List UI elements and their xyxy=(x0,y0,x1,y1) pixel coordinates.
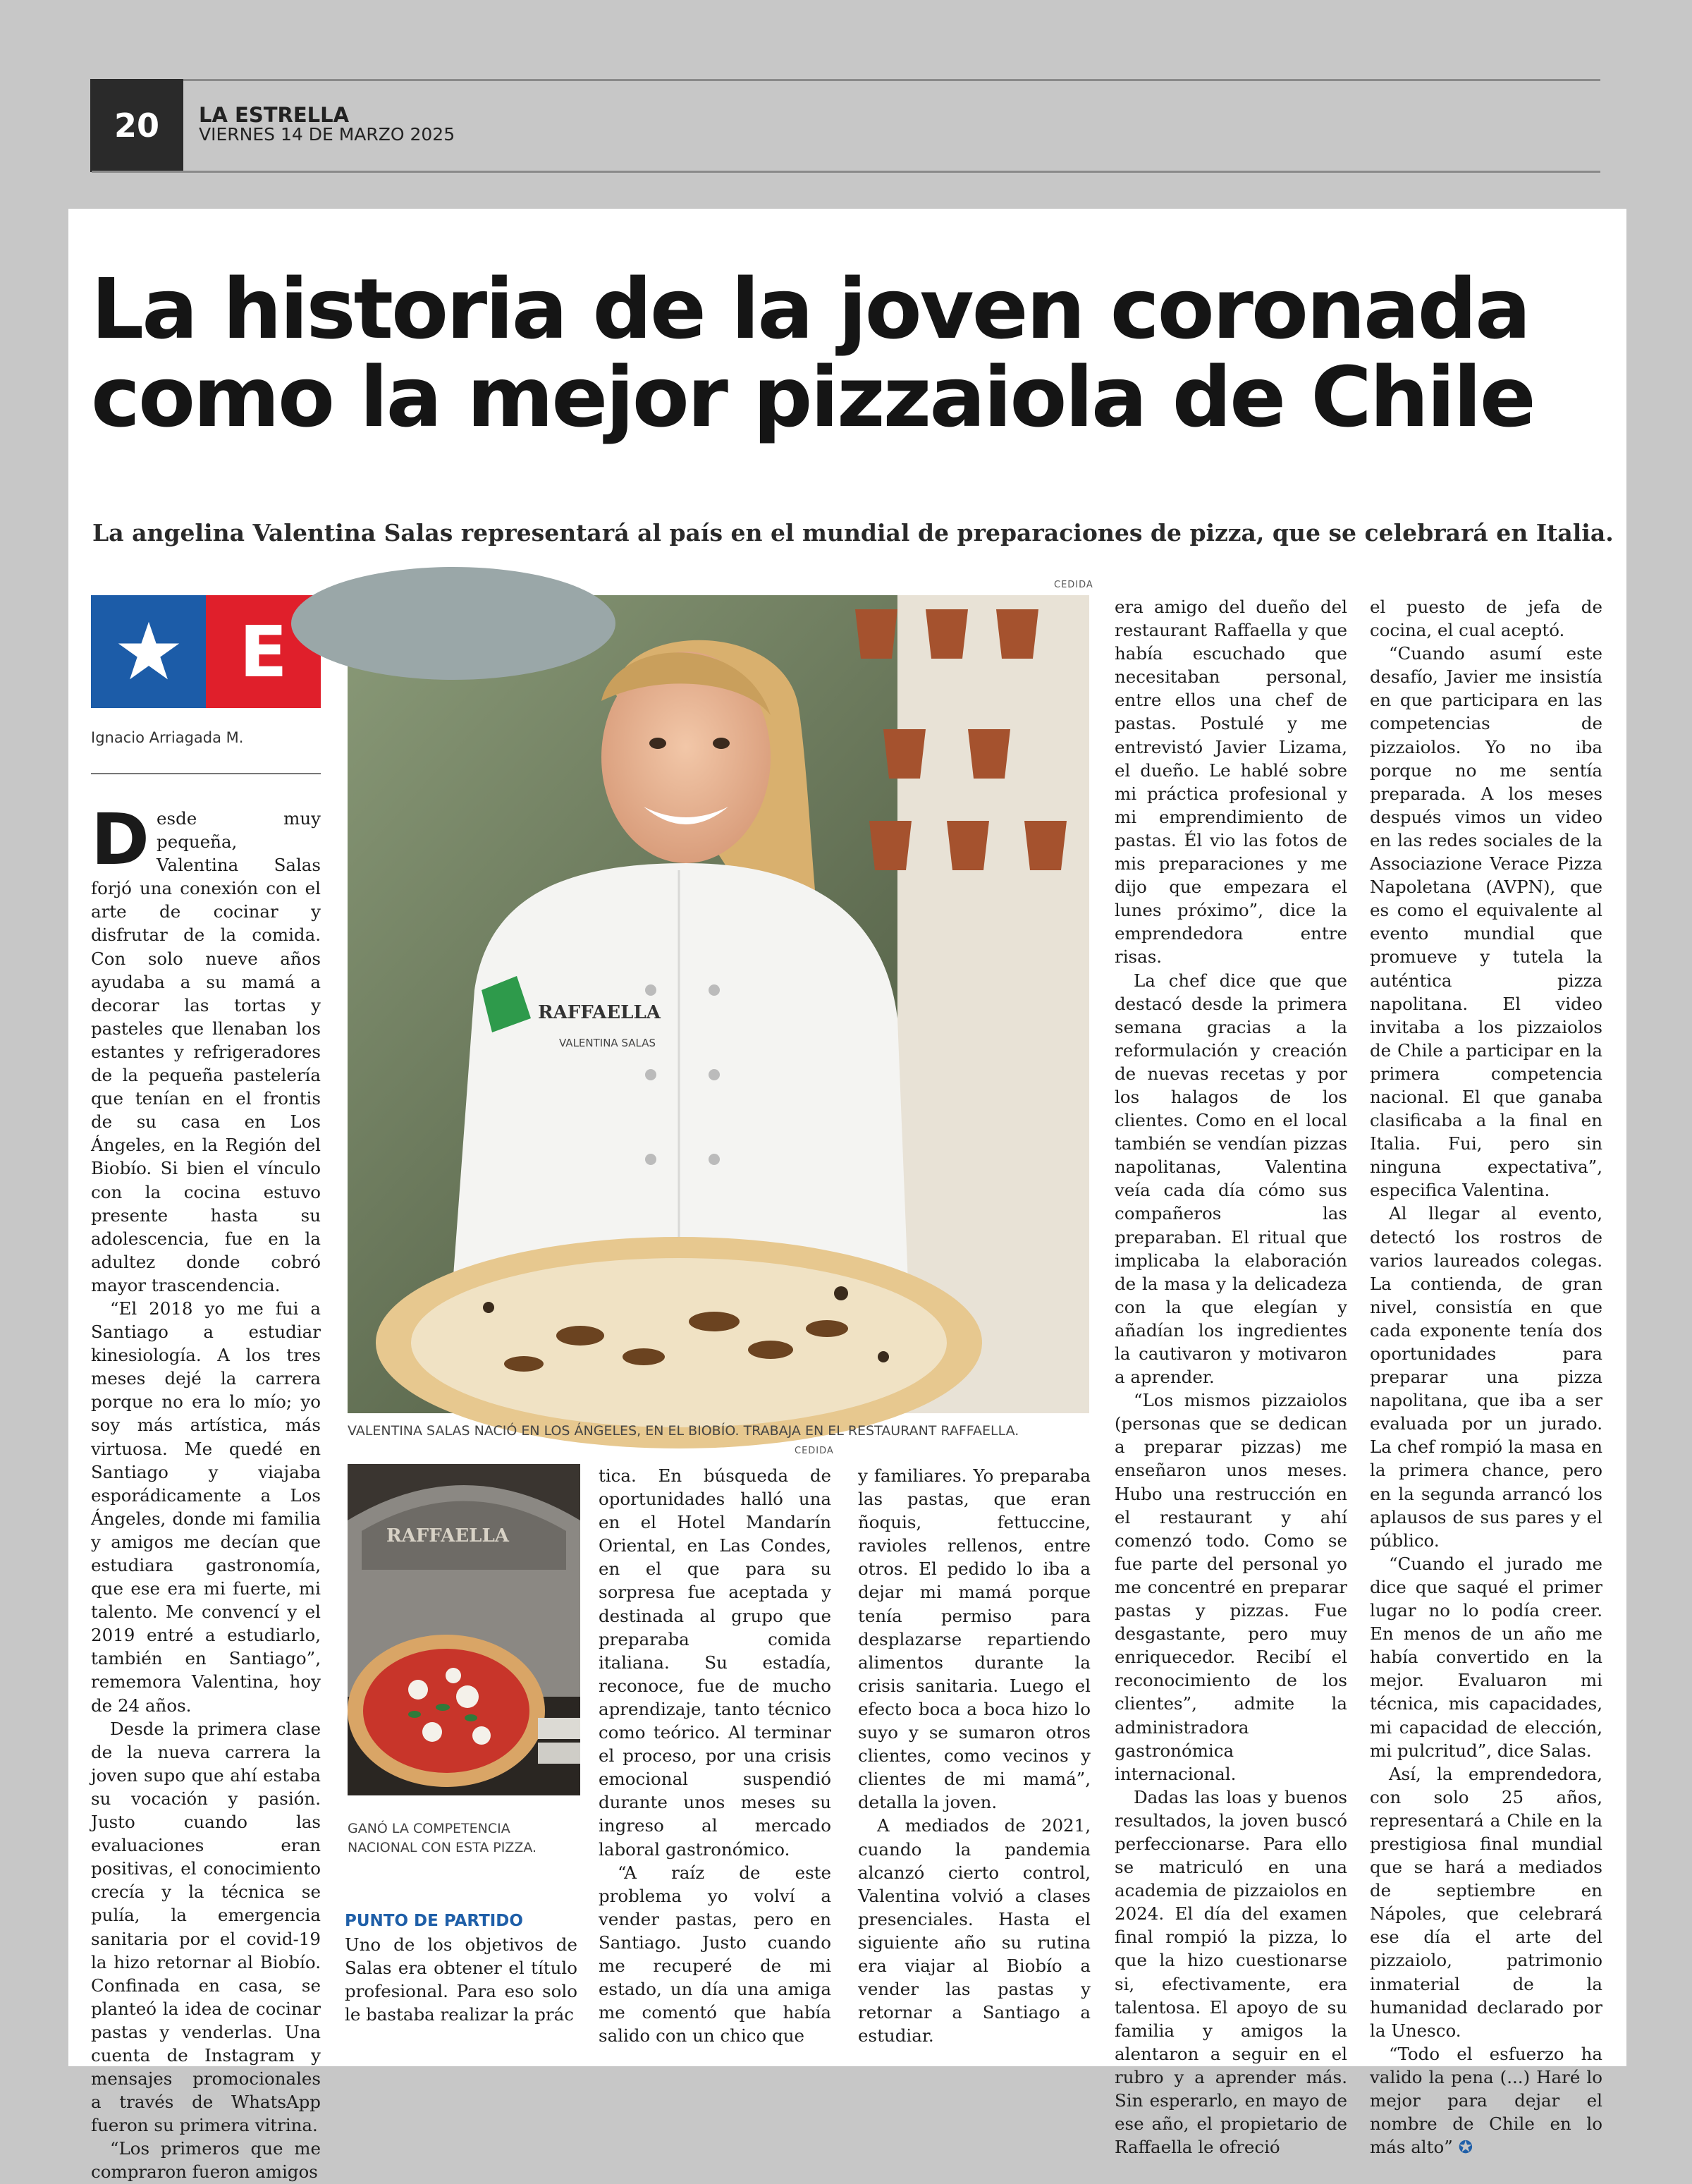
column-4 xyxy=(1370,595,1602,2159)
photo-credit-small: CEDIDA xyxy=(795,1446,834,1456)
paragraph: “Los mismos pizzaiolos (personas que se dedican a preparar pizzas) me enseñaron unos meses. Hubo una restrucción en el restaurant y ahí comenzó todo. Como se fue parte del personal yo me concentré en preparar pastas y pizzas. Fue desgastante, pero muy enriquecedor. Recibí el reconocimiento de los clientes”, admite la administradora gastronómica internacional. xyxy=(1115,1390,1347,1784)
subhead: PUNTO DE PARTIDO xyxy=(345,1912,523,1930)
logo-blue-block xyxy=(91,595,206,708)
paragraph xyxy=(91,798,321,1297)
column-2c xyxy=(858,1464,1091,2047)
paragraph: “Cuando asumí este desafío, Javier me insistía en que participara en las competencias de pizzaiolos. Yo no iba porque no me sentía preparada. A los meses después vimos un video en las redes sociales de la Associazione Verace Pizza Napoletana (AVPN), que es como el equivalente al evento mundial que promueve y tutela la auténtica pizza napolitana. El video invitaba a los pizzaiolos de Chile a participar en la primera competencia nacional. El que ganaba clasificaba a la final en Italia. Fui, pero sin ninguna expectativa”, especifica Valentina. xyxy=(1370,643,1602,1201)
paragraph: “Cuando el jurado me dice que saqué el primer lugar no lo podía creer. En menos de un año me había convertido en la mejor. Evaluaron mi técnica, mis capacidades, mi capacidad de elección, mi pulcritud”, dice Salas. xyxy=(1370,1553,1602,1761)
paragraph: y familiares. Yo preparaba las pastas, que eran ñoquis, fettuccine, ravioles rellenos, entre otros. El pedido lo iba a dejar mi mamá porque tenía permiso para desplazarse repartiendo alimentos durante la crisis sanitaria. Luego el efecto boca a boca hizo lo suyo y se sumaron otros clientes, como vecinos y clientes de mi mamá”, detalla la joven. xyxy=(858,1465,1091,1813)
column-1 xyxy=(91,798,321,2184)
pizza-oven-illustration xyxy=(348,1464,580,1795)
paragraph: Al llegar al evento, detectó los rostros de varios laureados colegas. La contienda, de gran nivel, consistía en que cada exponente tenía dos oportunidades para preparar una pizza napolitana, que iba a ser evaluada por un jurado. La chef rompió la masa en la primera chance, pero en la segunda arrancó los aplausos de sus pares y el público. xyxy=(1370,1203,1602,1551)
end-mark-icon: ✪ xyxy=(1458,2137,1473,2158)
paragraph: La chef dice que que destacó desde la primera semana gracias a la reformulación y creación de nuevas recetas y por los halagos de los clientes. Como en el local también se vendían pizzas napolitanas, Valentina veía cada día cómo sus compañeros las preparaban. El ritual que implicaba la elaboración de la masa y la delicadeza con la que elegían y añadían los ingredientes la cautivaron y motivaron a aprender. xyxy=(1115,970,1347,1388)
oven-sign: RAFFAELLA xyxy=(386,1525,509,1547)
dropcap: D xyxy=(91,798,150,881)
paragraph: Dadas las loas y buenos resultados, la joven buscó perfeccionarse. Para ello se matriculó en una academia de pizzaiolos en 2024. El día del examen final rompió la pizza, lo que la hizo cuestionarse si, efectivamente, era talentosa. El apoyo de su familia y amigos la alentaron a seguir en el rubro y a aprender más. Sin esperarlo, en mayo de ese año, el propietario de Raffaella le ofreció xyxy=(1115,1786,1347,2158)
masthead xyxy=(199,104,455,145)
newspaper-page xyxy=(68,209,1626,2183)
main-photo xyxy=(348,595,1089,1413)
star-icon xyxy=(115,618,183,685)
paragraph-text: “Todo el esfuerzo ha valido la pena (...) Haré lo mejor para dejar el nombre de Chile en lo más alto” xyxy=(1370,2043,1602,2158)
paragraph: “Los primeros que me compraron fueron amigos xyxy=(91,2138,321,2183)
jacket-name: VALENTINA SALAS xyxy=(559,1037,656,1049)
byline: Ignacio Arriagada M. xyxy=(91,729,244,746)
paragraph: el puesto de jefa de cocina, el cual aceptó. xyxy=(1370,597,1602,641)
paragraph: “El 2018 yo me fui a Santiago a estudiar kinesiología. A los tres meses dejé la carrera porque no era lo mío; yo soy más artística, más virtuosa. Me quedé en Santiago y viajaba esporádicamente a Los Ángeles, donde mi familia y amigos me decían que estudiara gastronomía, que ese era mi fuerte, mi talento. Me convencí y el 2019 entré a estudiarlo, también en Santiago”, rememora Valentina, hoy de 24 años. xyxy=(91,1298,321,1716)
paragraph: A mediados de 2021, cuando la pandemia alcanzó cierto control, Valentina volvió a clases presenciales. Hasta el siguiente año su rutina era viajar al Biobío a vender las pastas y retornar a Santiago a estudiar. xyxy=(858,1815,1091,2046)
publication-name: LA ESTRELLA xyxy=(199,103,350,127)
chef-portrait-illustration xyxy=(348,595,1089,1413)
column-3 xyxy=(1115,595,1347,2159)
publication-date: VIERNES 14 DE MARZO 2025 xyxy=(199,124,455,145)
deck: La angelina Valentina Salas representará al país en el mundial de preparaciones de pizza, que se celebrará en Italia. xyxy=(92,519,1614,547)
byline-rule xyxy=(91,773,321,774)
headline: La historia de la joven coronada como la mejor pizzaiola de Chile xyxy=(91,260,1534,446)
page-number: 20 xyxy=(90,79,183,172)
column-2a xyxy=(345,1910,577,2026)
logo-letter: E xyxy=(206,595,321,708)
caption-main: VALENTINA SALAS NACIÓ EN LOS ÁNGELES, EN EL BIOBÍO. TRABAJA EN EL RESTAURANT RAFFAELLA. xyxy=(348,1423,1019,1439)
paragraph: Así, la emprendedora, con solo 25 años, representará a Chile en la prestigiosa final mundial que se hará a mediados de septiembre en Nápoles, que celebrará ese día el arte del pizzaiolo, patrimonio inmaterial de la humanidad declarado por la Unesco. xyxy=(1370,1763,1602,2041)
paragraph: Desde la primera clase de la nueva carrera la joven supo que ahí estaba su vocación y pasión. Justo cuando las evaluaciones eran positivas, el conocimiento crecía y la técnica se pulía, la emergencia sanitaria por el covid-19 la hizo retornar al Biobío. Confinada en casa, se planteó la idea de cocinar pastas y venderlas. Una cuenta de Instagram y mensajes promocionales a través de WhatsApp fueron su primera vitrina. xyxy=(91,1718,321,2136)
paragraph-text: esde muy pequeña, Valentina Salas forjó una conexión con el arte de cocinar y disfrutar de la comida. Con solo nueve años ayudaba a su mamá a decorar las tortas y pasteles que llenaban los estantes y refrigeradores de la pequeña pastelería que tenían en el frontis de su casa en Los Ángeles, en la Región del Biobío. Si bien el vínculo con la cocina estuvo presente hasta su adolescencia, fue en la adultez donde cobró mayor trascendencia. xyxy=(91,808,321,1295)
caption-small: GANÓ LA COMPETENCIA NACIONAL CON ESTA PIZZA. xyxy=(348,1821,537,1855)
section-logo xyxy=(91,595,321,708)
jacket-brand: RAFFAELLA xyxy=(538,1002,661,1023)
column-2b xyxy=(599,1464,831,2047)
header-rule-bottom xyxy=(92,171,1600,173)
header-rule-top xyxy=(92,79,1600,81)
paragraph: tica. En búsqueda de oportunidades halló una en el Hotel Mandarín Oriental, en Las Condes, en el que para su sorpresa fue aceptada y destinada al grupo que preparaba comida italiana. Su estadía, reconoce, fue de mucho aprendizaje, tanto técnico como teórico. Al terminar el proceso, por una crisis emocional suspendió durante unos meses su ingreso al mercado laboral gastronómico. xyxy=(599,1465,831,1860)
paragraph: era amigo del dueño del restaurant Raffaella y que había escuchado que necesitaban personal, entre ellos una chef de pastas. Postulé y me entrevistó Javier Lizama, el dueño. Le hablé sobre mi práctica profesional y mi emprendimiento de pastas. Él vio las fotos de mis preparaciones y me dijo que empezara el lunes próximo”, dice la emprendedora entre risas. xyxy=(1115,597,1347,968)
paragraph: Uno de los objetivos de Salas era obtener el título profesional. Para eso solo le bastaba realizar la prác xyxy=(345,1934,577,2025)
paragraph: “A raíz de este problema yo volví a vender pastas, pero en Santiago. Justo cuando me recuperé de mi estado, un día una amiga me comentó que había salido con un chico que xyxy=(599,1862,831,2046)
photo-credit-main: CEDIDA xyxy=(1054,580,1093,590)
paragraph xyxy=(1370,2042,1602,2159)
pizza-photo xyxy=(348,1464,580,1795)
